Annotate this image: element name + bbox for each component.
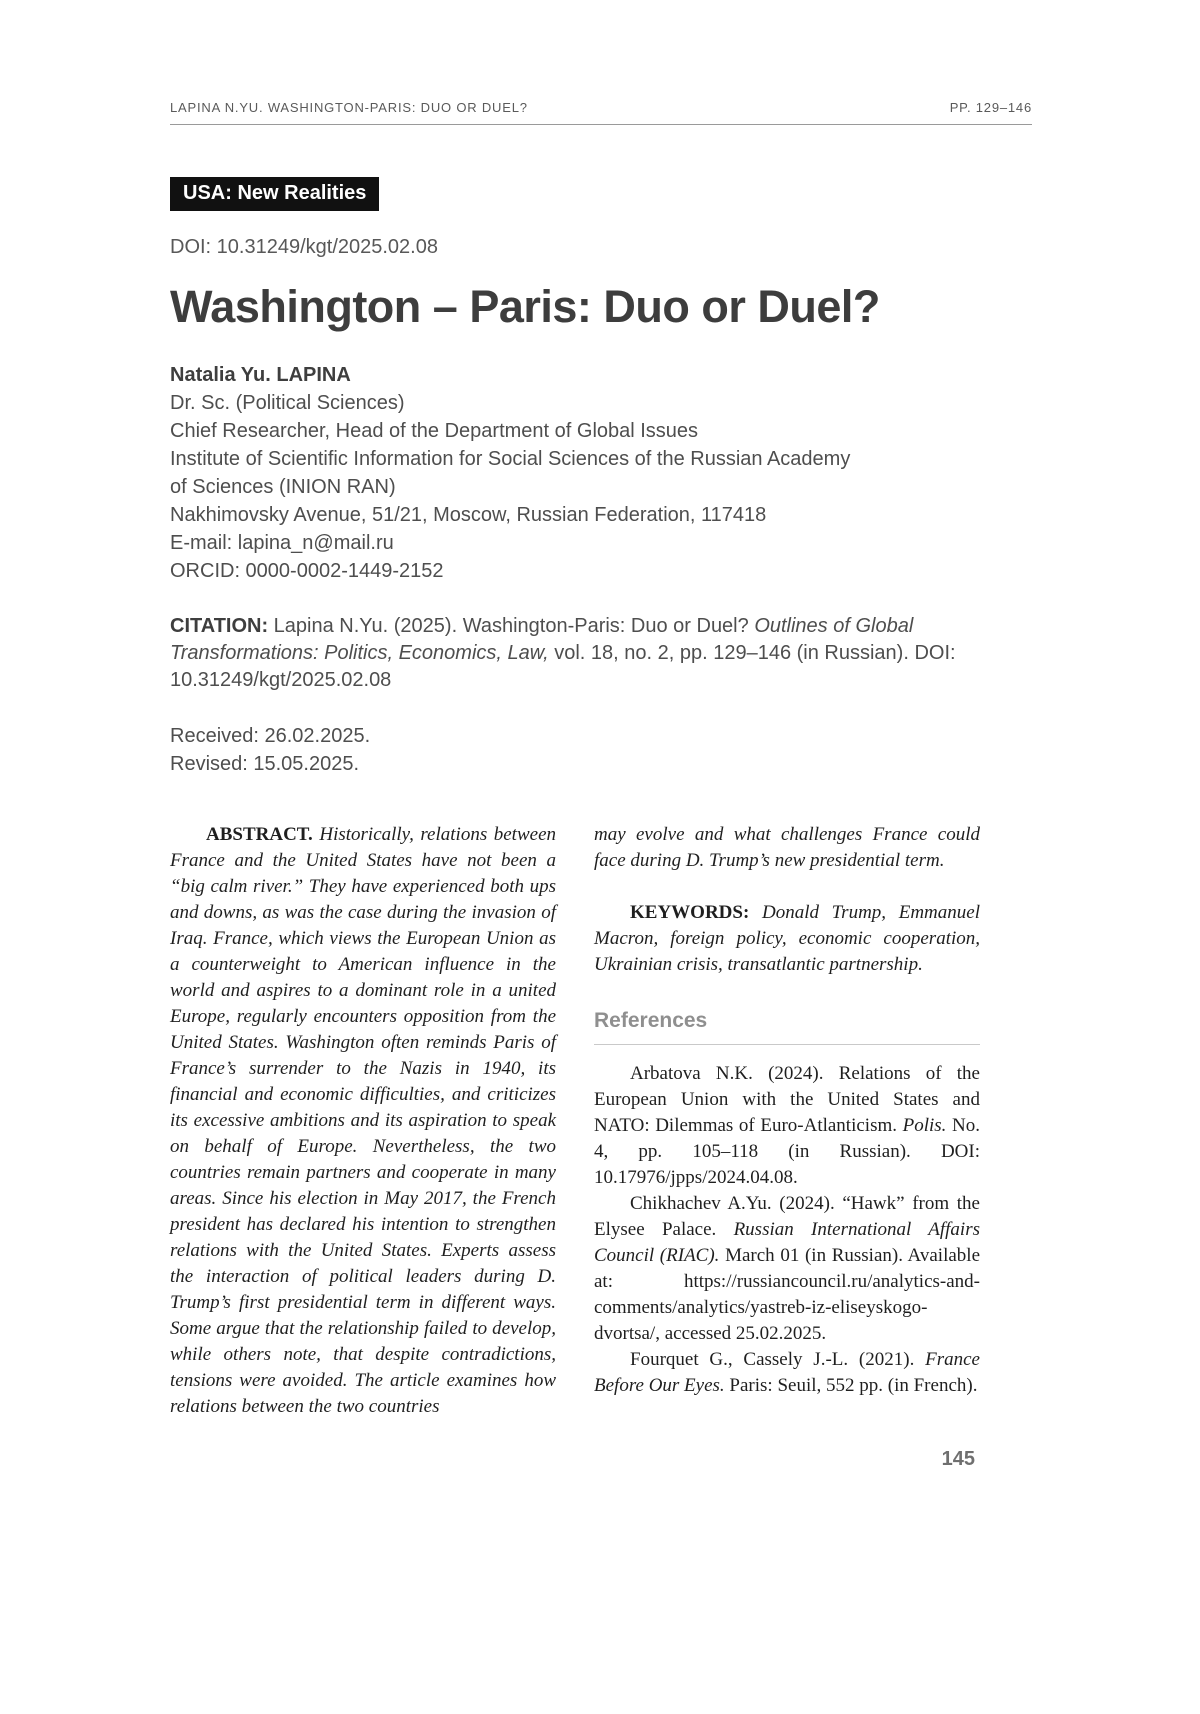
author-line: ORCID: 0000-0002-1449-2152 <box>170 560 444 582</box>
abstract-label: ABSTRACT. <box>206 824 313 845</box>
running-head-pages: PP. 129–146 <box>949 100 1032 115</box>
page-number: 145 <box>941 1448 975 1470</box>
revised-date: Revised: 15.05.2025. <box>170 753 360 775</box>
author-line: Institute of Scientific Information for Social Sciences of the Russian Academy <box>170 448 851 470</box>
author-line: Chief Researcher, Head of the Department of Global Issues <box>170 420 699 442</box>
keywords-text: Donald Trump, Emmanuel Macron, foreign policy, economic cooperation, Ukrainian crisis, transatlantic partnership. <box>594 902 980 975</box>
citation-text-post: vol. 18, no. 2, pp. 129–146 (in Russian). DOI: 10.31249/kgt/2025.02.08 <box>170 642 956 691</box>
left-column <box>170 822 556 1420</box>
article-title: Washington – Paris: Duo or Duel? <box>170 281 880 332</box>
author-name: Natalia Yu. LAPINA <box>170 364 351 386</box>
author-line: of Sciences (INION RAN) <box>170 476 396 498</box>
keywords-paragraph <box>594 900 980 978</box>
reference-item: Arbatova N.K. (2024). Relations of the European Union with the United States and NATO: Dilemmas of Euro-Atlanticism. Polis. No. 4, pp. 105–118 (in Russian). DOI: 10.17976/jpps/2024.04.08. <box>594 1063 980 1188</box>
author-line: Dr. Sc. (Political Sciences) <box>170 392 405 414</box>
citation-label: CITATION: <box>170 615 269 637</box>
article-body <box>170 822 1032 1420</box>
references-heading: References <box>594 1008 980 1045</box>
received-date: Received: 26.02.2025. <box>170 725 371 747</box>
citation-block <box>170 613 980 694</box>
reference-item: Chikhachev A.Yu. (2024). “Hawk” from the Elysee Palace. Russian International Affairs Council (RIAC). March 01 (in Russian). Available at: https://russiancouncil.ru/analytics-and-comments/analytics/yastreb-iz-eliseyskogo-dvortsa/, accessed 25.02.2025. <box>594 1193 981 1344</box>
keywords-label: KEYWORDS: <box>630 902 750 923</box>
section-badge: USA: New Realities <box>170 177 379 211</box>
dates-block <box>170 722 1032 778</box>
page-content <box>170 100 1032 1420</box>
abstract-paragraph <box>170 822 556 1420</box>
abstract-continuation: may evolve and what challenges France could face during D. Trump’s new presidential term. <box>594 824 980 871</box>
reference-item: Fourquet G., Cassely J.-L. (2021). France Before Our Eyes. Paris: Seuil, 552 pp. (in French). <box>594 1349 980 1396</box>
running-head <box>170 100 1032 125</box>
running-head-title: LAPINA N.YU. WASHINGTON-PARIS: DUO OR DUEL? <box>170 100 528 115</box>
author-block <box>170 361 1032 585</box>
citation-journal: Outlines of Global Transformations: Politics, Economics, Law, <box>170 615 914 664</box>
right-column <box>594 822 980 1420</box>
author-line: E-mail: lapina_n@mail.ru <box>170 532 394 554</box>
author-line: Nakhimovsky Avenue, 51/21, Moscow, Russian Federation, 117418 <box>170 504 767 526</box>
doi-line: DOI: 10.31249/kgt/2025.02.08 <box>170 236 438 258</box>
references-list <box>594 1061 980 1399</box>
abstract-text-part1: Historically, relations between France and the United States have not been a “big calm river.” They have experienced both ups and downs, as was the case during the invasion of Iraq. France, which views the European Union as a counterweight to American influence in the world and aspires to a dominant role in a united Europe, regularly encounters opposition from the United States. Washington often reminds Paris of France’s surrender to the Nazis in 1940, its financial and economic difficulties, and criticizes its excessive ambitions and its aspiration to speak on behalf of Europe. Nevertheless, the two countries remain partners and cooperate in many areas. Since his election in May 2017, the French president has declared his intention to strengthen relations with the United States. Experts assess the interaction of political leaders during D. Trump’s first presidential term in different ways. Some argue that the relationship failed to develop, while others note, that despite contradictions, tensions were avoided. The article examines how relations between the two countries <box>170 824 556 1417</box>
citation-text-pre: Lapina N.Yu. (2025). Washington-Paris: Duo or Duel? <box>268 615 755 637</box>
author-affiliation <box>170 389 1032 585</box>
